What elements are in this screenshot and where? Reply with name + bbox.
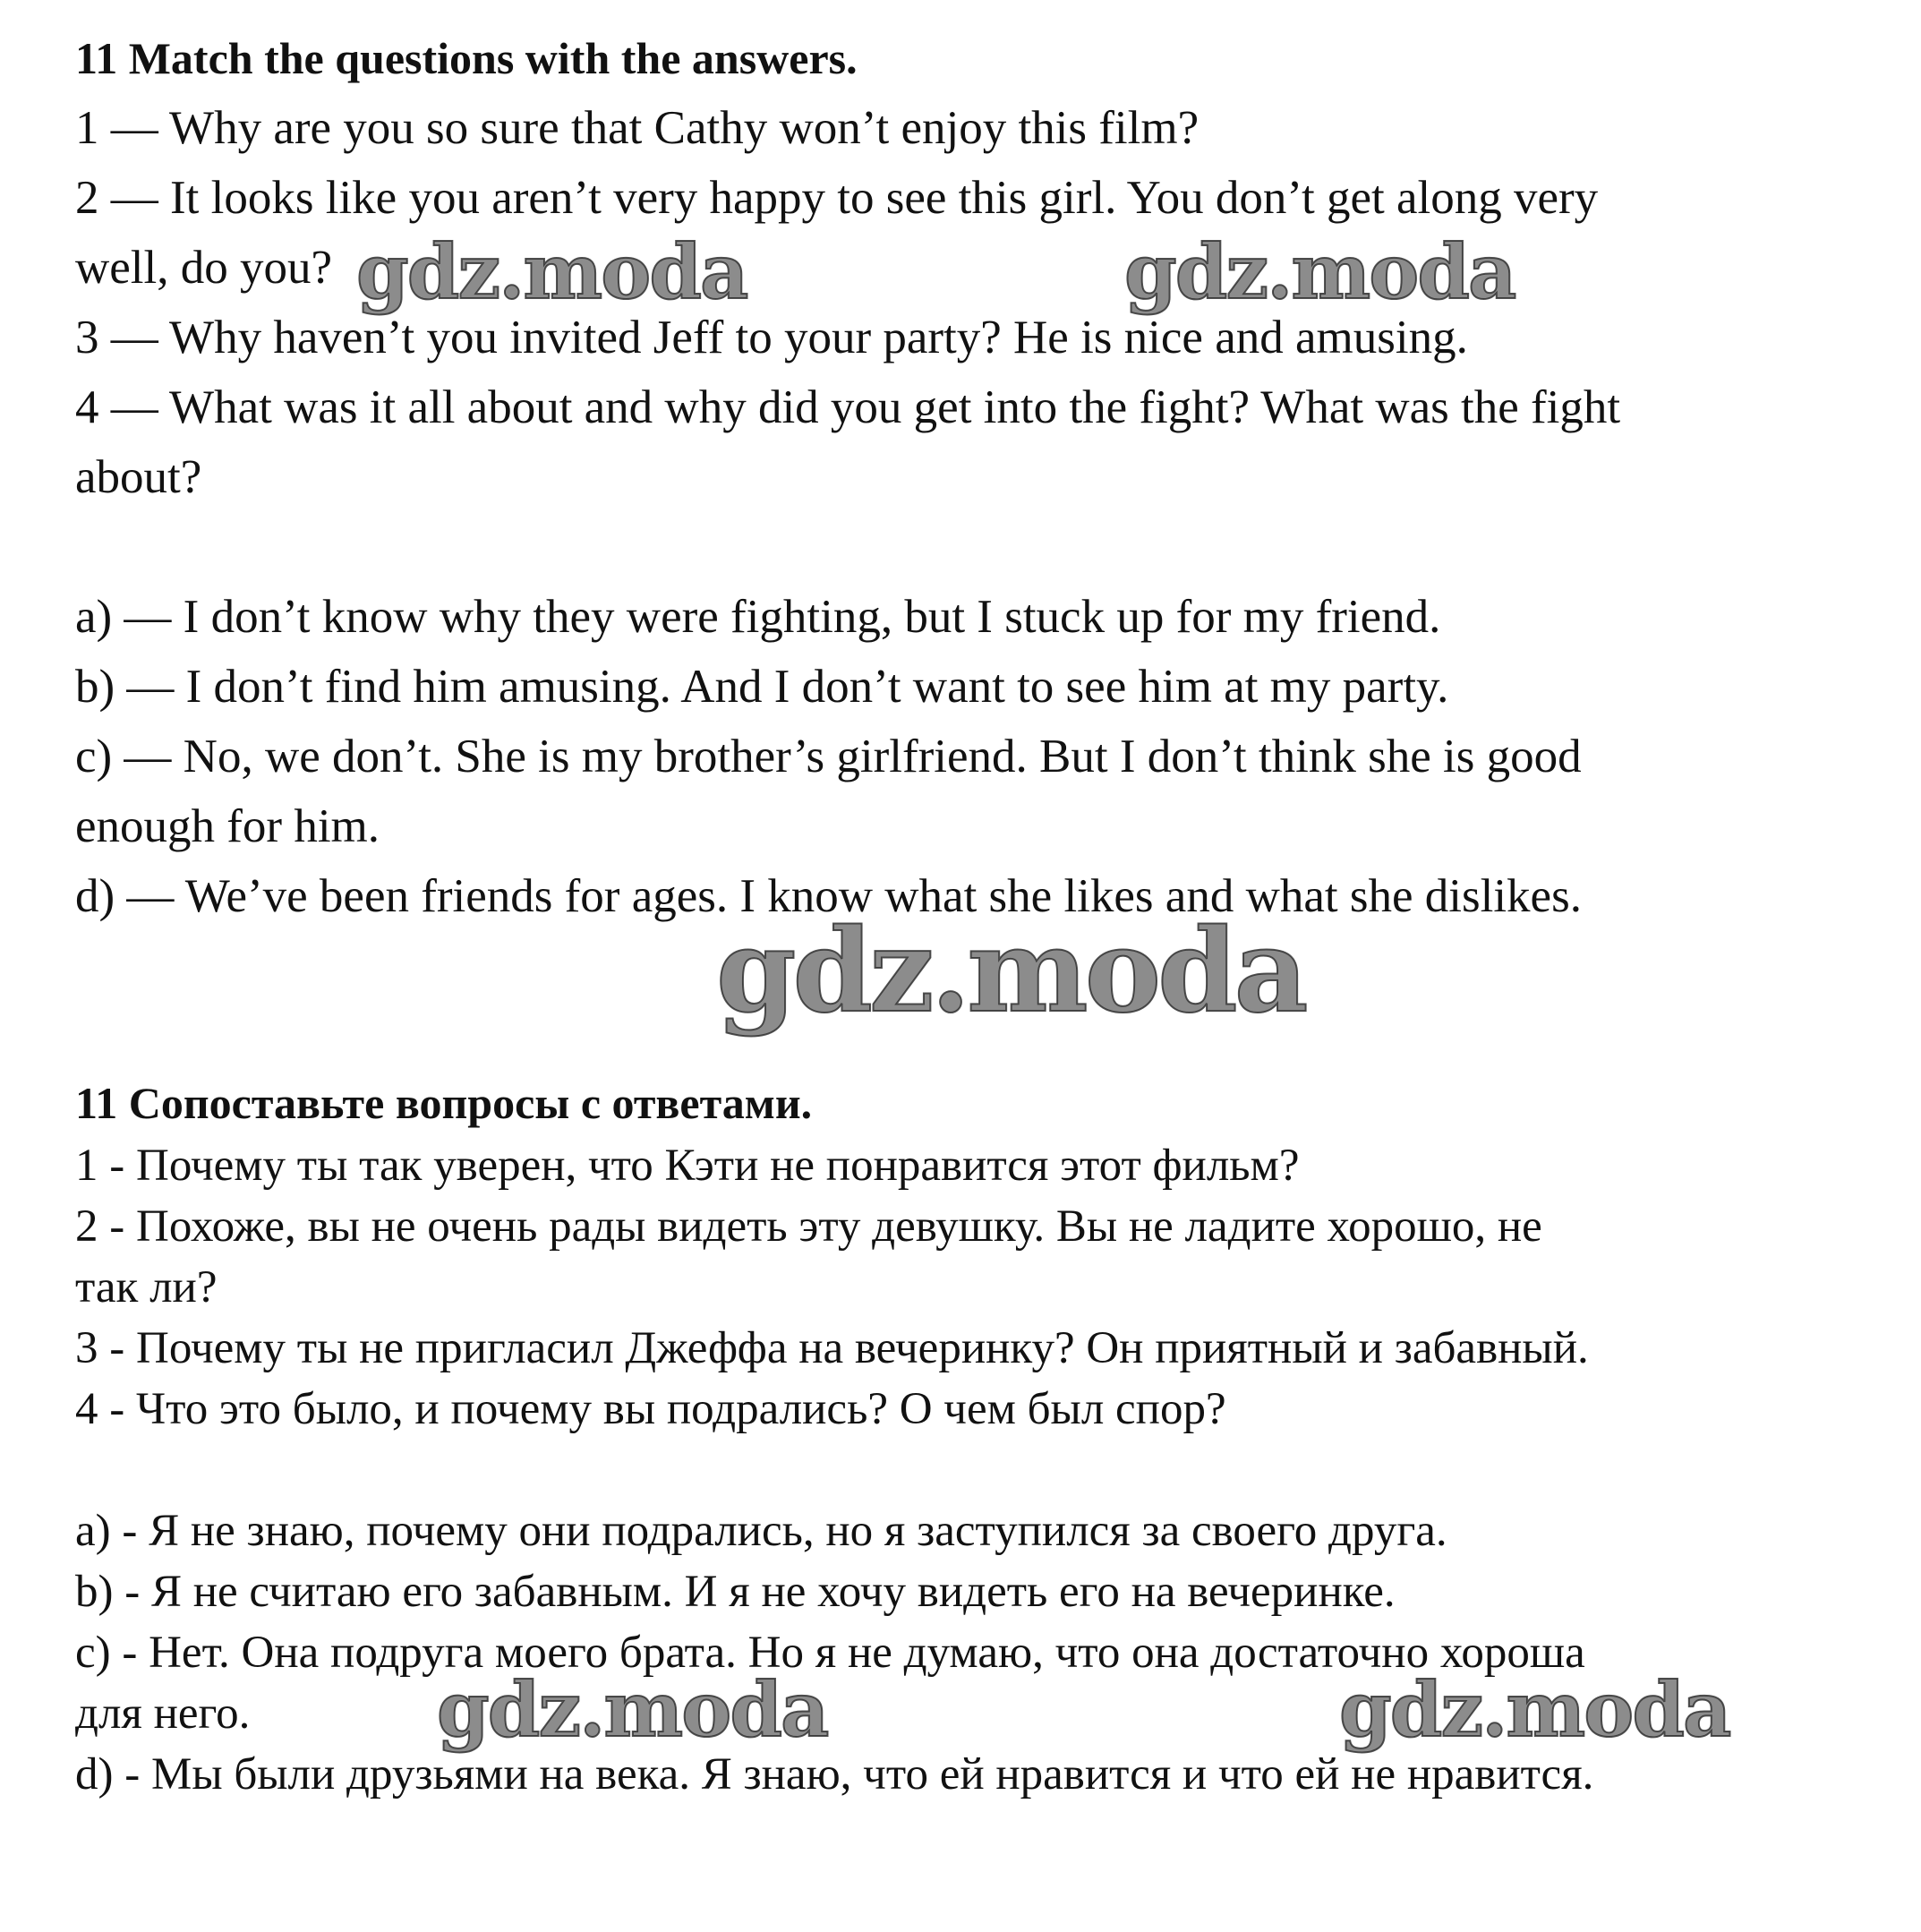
russian-heading: 11 Сопоставьте вопросы с ответами. — [75, 1078, 813, 1128]
answer-line: c) — No, we don’t. She is my brother’s girlfriend. But I don’t think she is good — [75, 731, 1582, 782]
question-line: about? — [75, 451, 202, 503]
watermark: gdz.moda — [356, 227, 747, 316]
question-line: 3 - Почему ты не пригласил Джеффа на вечеринку? Он приятный и забавный. — [75, 1323, 1589, 1373]
answer-line: b) — I don’t find him amusing. And I don’t want to see him at my party. — [75, 661, 1449, 713]
question-line: так ли? — [75, 1262, 218, 1312]
watermark: gdz.moda — [437, 1665, 828, 1754]
question-line: well, do you? — [75, 242, 333, 294]
answer-line: b) - Я не считаю его забавным. И я не хочу видеть его на вечеринке. — [75, 1567, 1396, 1617]
answer-line: enough for him. — [75, 800, 380, 852]
question-line: 4 — What was it all about and why did you get into the fight? What was the fight — [75, 381, 1621, 433]
english-heading: 11 Match the questions with the answers. — [75, 33, 858, 83]
watermark: gdz.moda — [1339, 1665, 1730, 1754]
question-line: 4 - Что это было, и почему вы подрались? О чем был спор? — [75, 1384, 1226, 1434]
spacer — [75, 512, 1866, 582]
answer-line: c) - Нет. Она подруга моего брата. Но я не думаю, что она достаточно хороша — [75, 1628, 1585, 1678]
english-exercise — [75, 23, 1866, 931]
question-line: 1 - Почему ты так уверен, что Кэти не понравится этот фильм? — [75, 1141, 1300, 1191]
answer-line: d) - Мы были друзьями на века. Я знаю, что ей нравится и что ей не нравится. — [75, 1749, 1594, 1799]
question-line: 1 — Why are you so sure that Cathy won’t enjoy this film? — [75, 102, 1200, 154]
answer-line: d) — We’ve been friends for ages. I know what she likes and what she dislikes. — [75, 870, 1582, 922]
answer-line: a) - Я не знаю, почему они подрались, но я заступился за своего друга. — [75, 1506, 1447, 1556]
question-line: 2 — It looks like you aren’t very happy to see this girl. You don’t get along very — [75, 172, 1599, 224]
spacer — [75, 1440, 1866, 1500]
answer-line: для него. — [75, 1688, 251, 1739]
watermark: gdz.moda — [716, 904, 1305, 1039]
question-line: 2 - Похоже, вы не очень рады видеть эту девушку. Вы не ладите хорошо, не — [75, 1201, 1542, 1252]
russian-exercise — [75, 1071, 1866, 1805]
watermark: gdz.moda — [1124, 227, 1515, 316]
answer-line: a) — I don’t know why they were fighting, but I stuck up for my friend. — [75, 591, 1441, 643]
question-line: 3 — Why haven’t you invited Jeff to your party? He is nice and amusing. — [75, 312, 1468, 363]
